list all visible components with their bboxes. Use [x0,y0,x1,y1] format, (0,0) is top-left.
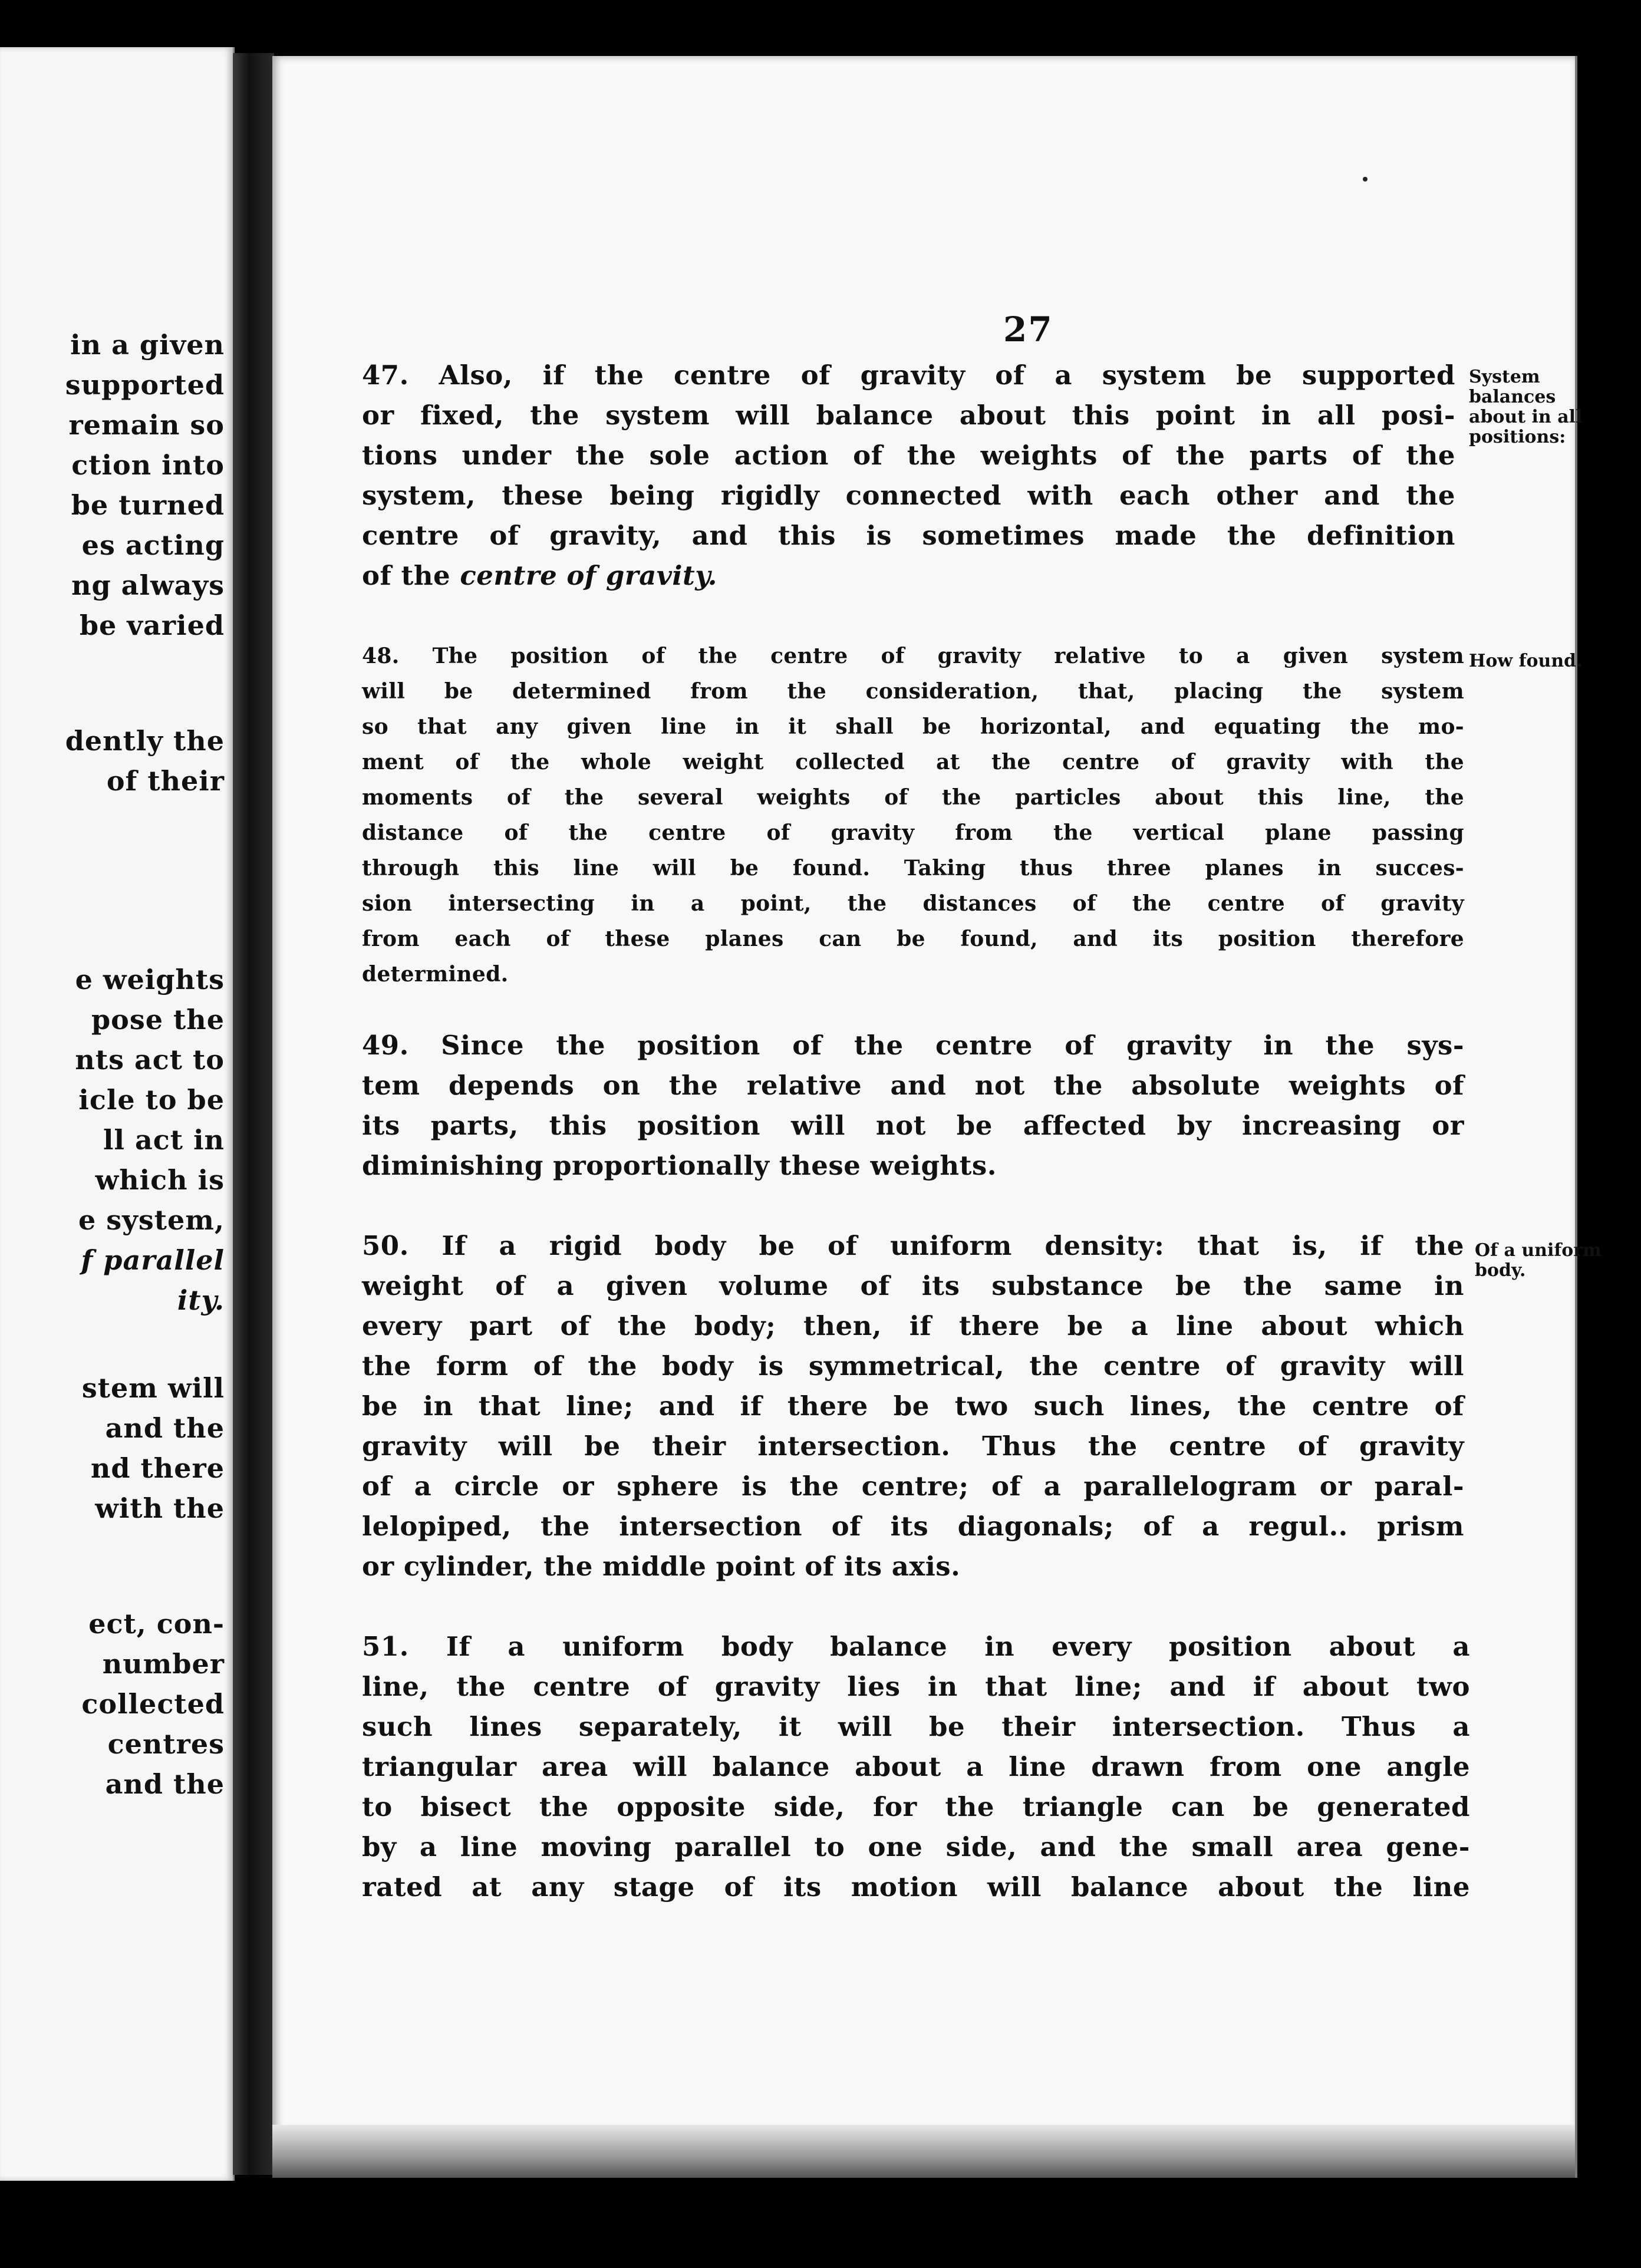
paragraph-48 [362,638,1464,992]
left-page-line: f parallel [81,1244,225,1276]
left-page-line: number [102,1648,225,1680]
sidenote-line: Of a uniform [1475,1240,1602,1261]
paragraph-49 [362,1026,1464,1186]
left-page-line: of their [106,765,225,797]
paragraph-line: gravity will be their intersection. Thus the centre of gravity [362,1430,1464,1462]
paragraph-line: or cylinder, the middle point of its axis. [362,1551,961,1582]
left-page-line: which is [95,1164,225,1196]
paragraph-line: tions under the sole action of the weights of the parts of the [362,440,1455,471]
book-spine-shadow [233,53,274,2175]
left-page-line: centres [107,1728,225,1760]
left-page-line: remain so [68,409,225,441]
left-page-line: pose the [91,1004,225,1036]
paragraph-line: its parts, this position will not be affected by increasing or [362,1110,1464,1141]
paragraph-line: through this line will be found. Taking thus three planes in succes- [362,856,1464,881]
paragraph-line: by a line moving parallel to one side, and the small area gene- [362,1831,1470,1862]
left-page-line: be turned [71,489,225,521]
paragraph-line: distance of the centre of gravity from the vertical plane passing [362,820,1464,845]
paragraph-line: line, the centre of gravity lies in that line; and if about two [362,1671,1470,1702]
italic-term: centre of gravity. [460,560,717,591]
paragraph-line: triangular area will balance about a line drawn from one angle [362,1751,1470,1782]
paragraph-line: 51. If a uniform body balance in every position about a [362,1631,1470,1662]
page-bottom-edge [272,2125,1575,2178]
sidenote-line: How found. [1469,651,1583,671]
left-page-line: ity. [177,1284,225,1316]
sidenote-line: about in all [1469,407,1583,427]
paragraph-line: ment of the whole weight collected at the centre of gravity with the [362,750,1464,774]
paragraph-line: 50. If a rigid body be of uniform density: that is, if the [362,1230,1464,1261]
paragraph-line: centre of gravity, and this is sometimes made the definition [362,520,1455,551]
paragraph-line: determined. [362,962,509,987]
left-page-line: collected [81,1688,225,1720]
sidenote-line: System [1469,367,1540,387]
right-page [272,56,1602,2178]
left-page-line: and the [105,1412,225,1444]
left-page-line: es acting [81,529,225,561]
sidenote-line: balances [1469,387,1556,407]
text-run: of the [362,560,460,591]
paragraph-line: every part of the body; then, if there be a line about which [362,1310,1464,1341]
left-page-line: ction into [71,449,225,481]
paragraph-line-with-italic-term [362,556,1455,596]
page-number: 27 [1003,309,1053,350]
paragraph-47 [362,355,1455,596]
paragraph-51 [362,1627,1470,1907]
sidenote-how-found [1469,651,1583,671]
paragraph-line: tem depends on the relative and not the absolute weights of [362,1070,1464,1101]
paragraph-50 [362,1226,1464,1587]
paragraph-line: 49. Since the position of the centre of gravity in the sys- [362,1030,1464,1061]
left-page-line: be varied [79,609,225,641]
paragraph-line: moments of the several weights of the particles about this line, the [362,785,1464,810]
paragraph-line: will be determined from the consideration, that, placing the system [362,679,1464,704]
left-page-line: dently the [65,725,225,757]
paragraph-line: weight of a given volume of its substance be the same in [362,1270,1464,1301]
paragraph-line: lelopiped, the intersection of its diagonals; of a regul.. prism [362,1511,1464,1542]
left-page-line: in a given [70,329,225,361]
paragraph-line: so that any given line in it shall be horizontal, and equating the mo- [362,714,1464,739]
paragraph-line: of a circle or sphere is the centre; of a parallelogram or paral- [362,1471,1464,1502]
left-page-line: stem will [81,1372,225,1404]
left-page-line: ll act in [103,1124,225,1156]
paragraph-line: or fixed, the system will balance about this point in all posi- [362,400,1455,431]
left-page-line: and the [105,1768,225,1800]
paragraph-line: system, these being rigidly connected with each other and the [362,480,1455,511]
paragraph-line: to bisect the opposite side, for the triangle can be generated [362,1791,1470,1822]
sidenote-uniform-body [1475,1241,1602,1281]
left-page-line: with the [95,1492,225,1524]
left-page-line: supported [65,369,225,401]
paragraph-line: be in that line; and if there be two such lines, the centre of [362,1390,1464,1422]
left-page-line: e system, [78,1204,225,1236]
left-page [0,47,235,2181]
paragraph-line: 48. The position of the centre of gravity relative to a given system [362,644,1464,668]
paragraph-line: 47. Also, if the centre of gravity of a system be supported [362,360,1455,391]
left-page-line: ect, con- [88,1608,225,1640]
sidenote-system-balances [1469,367,1582,447]
sidenote-line: positions: [1469,427,1566,447]
ink-speck [1363,177,1368,182]
left-page-line: nd there [90,1452,225,1484]
paragraph-line: such lines separately, it will be their intersection. Thus a [362,1711,1470,1742]
left-page-line: e weights [75,964,225,995]
paragraph-line: from each of these planes can be found, and its position therefore [362,927,1464,951]
sidenote-line: body. [1475,1260,1526,1281]
paragraph-line: the form of the body is symmetrical, the centre of gravity will [362,1350,1464,1382]
left-page-line: icle to be [78,1084,225,1116]
paragraph-line: sion intersecting in a point, the distances of the centre of gravity [362,891,1464,916]
left-page-line: nts act to [75,1044,225,1076]
left-page-line: ng always [71,569,225,601]
paragraph-line: rated at any stage of its motion will balance about the line [362,1871,1470,1903]
paragraph-line: diminishing proportionally these weights. [362,1150,997,1181]
